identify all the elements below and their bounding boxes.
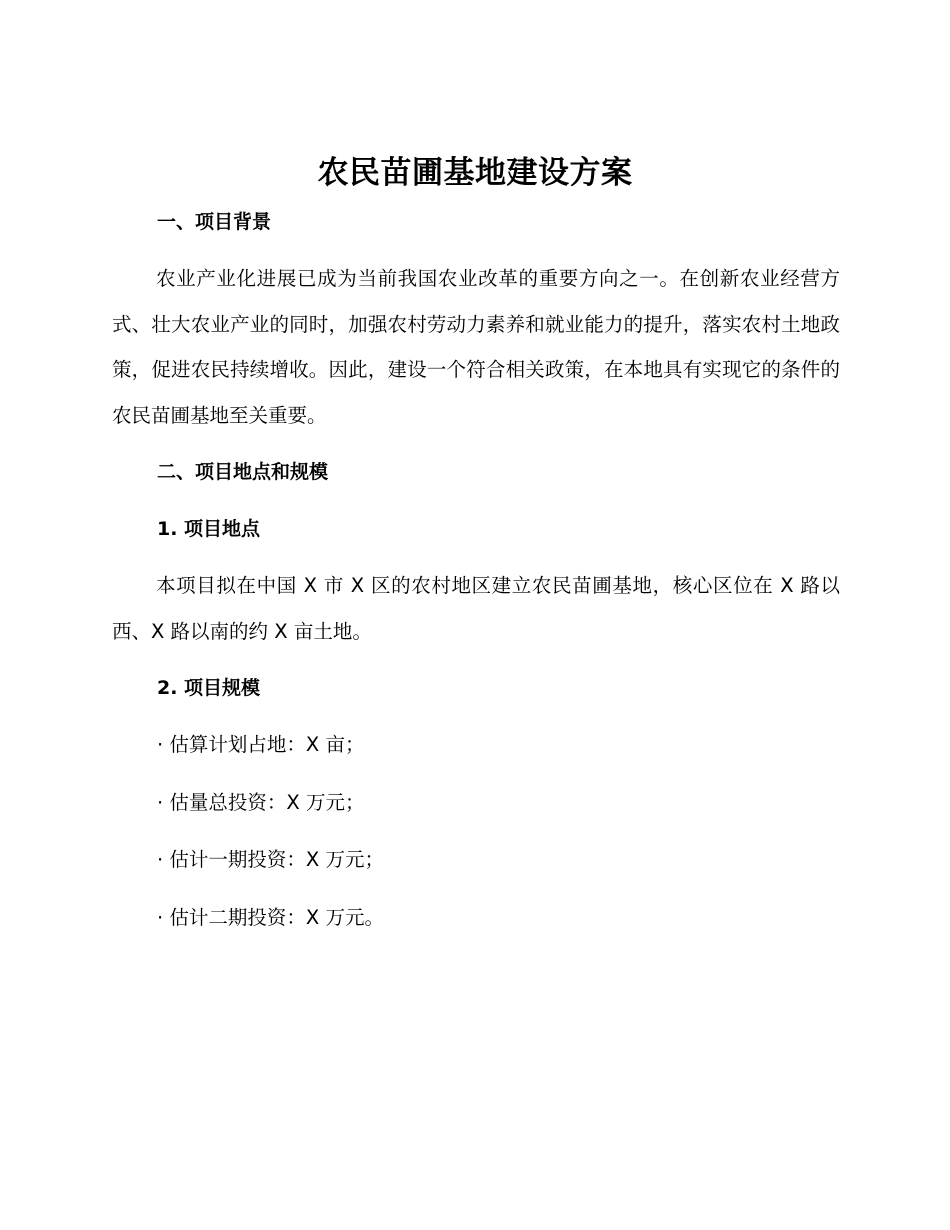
section-heading-location-scale: 二、项目地点和规模 — [157, 461, 329, 483]
scale-list-item: · 估算计划占地：X 亩； — [157, 733, 365, 756]
scale-list-item: · 估计二期投资：X 万元。 — [157, 906, 384, 929]
scale-list-item: · 估量总投资：X 万元； — [157, 791, 365, 814]
background-paragraph: 农业产业化进展已成为当前我国农业改革的重要方向之一。在创新农业经营方式、壮大农业产业的同时，加强农村劳动力素养和就业能力的提升，落实农村土地政策，促进农民持续增收。因此，建设一个符合相关政策，在本地具有实现它的条件的农民苗圃基地至关重要。 — [112, 267, 840, 427]
document-title: 农民苗圃基地建设方案 — [317, 155, 633, 191]
subheading-location: 1. 项目地点 — [157, 518, 261, 540]
scale-list-item: · 估计一期投资：X 万元； — [157, 848, 384, 871]
subheading-scale: 2. 项目规模 — [157, 677, 261, 699]
section-heading-background: 一、项目背景 — [157, 211, 272, 233]
location-paragraph: 本项目拟在中国 X 市 X 区的农村地区建立农民苗圃基地，核心区位在 X 路以西、X 路以南的约 X 亩土地。 — [112, 574, 840, 643]
